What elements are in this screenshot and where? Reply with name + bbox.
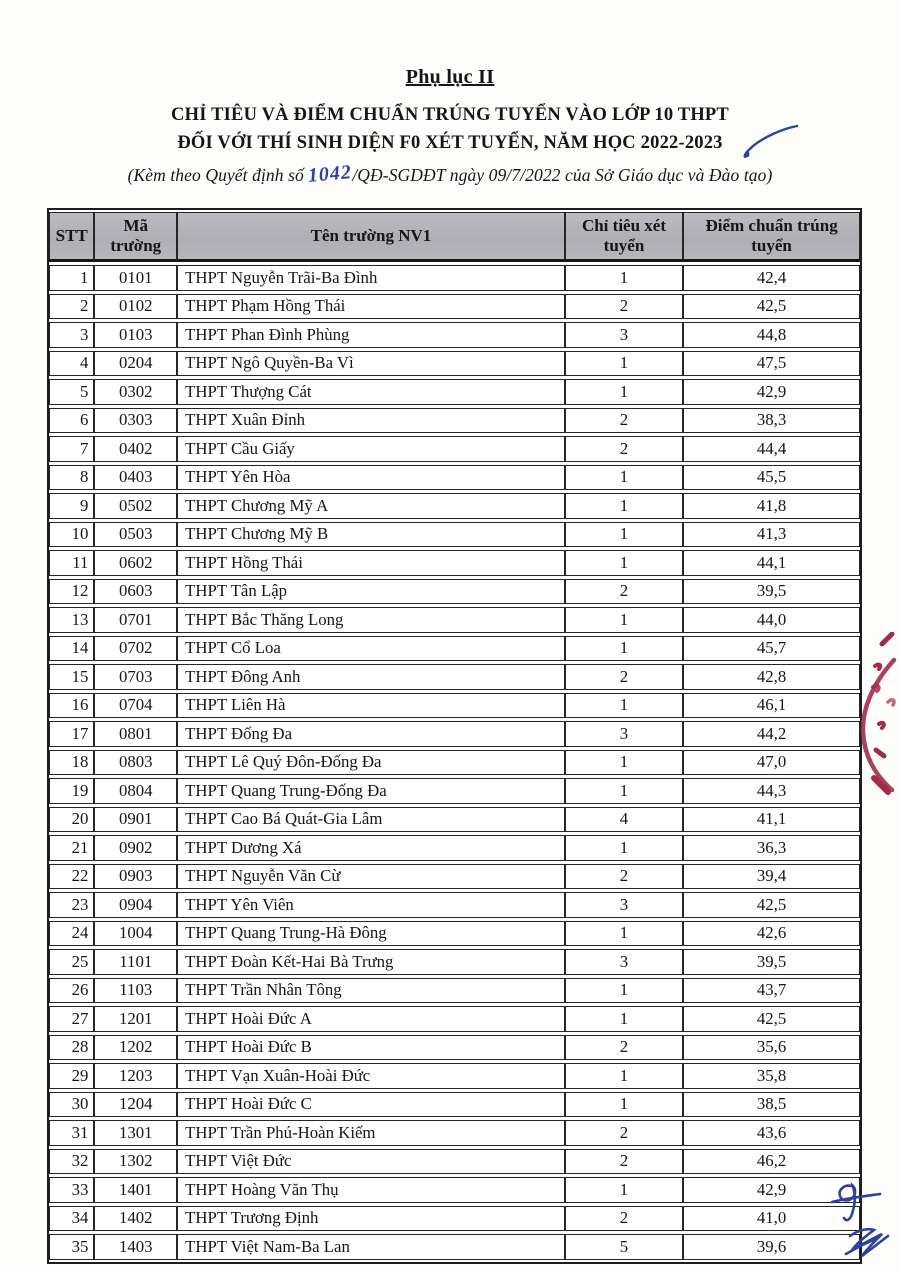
cell-score: 47,0: [683, 750, 860, 776]
cell-stt: 25: [49, 949, 94, 975]
cell-stt: 1: [49, 265, 94, 291]
cell-score: 43,7: [683, 978, 860, 1004]
cell-stt: 32: [49, 1149, 94, 1175]
header-school-name: Tên trường NV1: [177, 212, 565, 262]
cell-stt: 28: [49, 1035, 94, 1061]
cell-school-code: 1004: [94, 921, 177, 947]
cell-school-name: THPT Quang Trung-Đống Đa: [177, 778, 565, 804]
cell-stt: 15: [49, 664, 94, 690]
cell-school-code: 0103: [94, 322, 177, 348]
cell-school-name: THPT Trần Phú-Hoàn Kiếm: [177, 1120, 565, 1146]
cell-score: 42,5: [683, 294, 860, 320]
cell-quota: 2: [565, 664, 683, 690]
handwritten-decision-number: 1042: [307, 161, 354, 187]
cell-school-name: THPT Đống Đa: [177, 721, 565, 747]
cell-quota: 2: [565, 436, 683, 462]
header-school-code: Mã trường: [94, 212, 177, 262]
cell-stt: 33: [49, 1177, 94, 1203]
cell-stt: 7: [49, 436, 94, 462]
cell-school-name: THPT Lê Quý Đôn-Đống Đa: [177, 750, 565, 776]
table-row: [49, 693, 860, 719]
cell-quota: 1: [565, 1063, 683, 1089]
cell-score: 38,3: [683, 408, 860, 434]
cell-score: 44,2: [683, 721, 860, 747]
cell-score: 45,7: [683, 636, 860, 662]
cell-school-name: THPT Cao Bá Quát-Gia Lâm: [177, 807, 565, 833]
cell-stt: 14: [49, 636, 94, 662]
cell-quota: 1: [565, 465, 683, 491]
cell-score: 36,3: [683, 835, 860, 861]
cell-school-code: 1101: [94, 949, 177, 975]
table-row: [49, 322, 860, 348]
cell-stt: 22: [49, 864, 94, 890]
cell-quota: 1: [565, 1092, 683, 1118]
header-score: Điểm chuẩn trúng tuyển: [683, 212, 860, 262]
cell-quota: 1: [565, 607, 683, 633]
table-row: [49, 949, 860, 975]
cell-stt: 4: [49, 351, 94, 377]
cell-score: 35,6: [683, 1035, 860, 1061]
cell-score: 42,9: [683, 1177, 860, 1203]
cell-school-name: THPT Việt Đức: [177, 1149, 565, 1175]
table-body: [49, 265, 860, 1260]
table-row: [49, 721, 860, 747]
table-row: [49, 265, 860, 291]
cell-score: 44,1: [683, 550, 860, 576]
cell-school-name: THPT Chương Mỹ A: [177, 493, 565, 519]
cell-score: 42,5: [683, 1006, 860, 1032]
cell-quota: 2: [565, 579, 683, 605]
subtitle-prefix: (Kèm theo Quyết định số: [127, 165, 309, 185]
cell-score: 44,3: [683, 778, 860, 804]
cell-score: 44,8: [683, 322, 860, 348]
cell-stt: 34: [49, 1206, 94, 1232]
cell-score: 46,1: [683, 693, 860, 719]
cell-quota: 2: [565, 294, 683, 320]
cell-school-name: THPT Tân Lập: [177, 579, 565, 605]
cell-school-name: THPT Ngô Quyền-Ba Vì: [177, 351, 565, 377]
cell-school-name: THPT Vạn Xuân-Hoài Đức: [177, 1063, 565, 1089]
cell-school-code: 1301: [94, 1120, 177, 1146]
cell-quota: 1: [565, 550, 683, 576]
cell-school-name: THPT Nguyễn Trãi-Ba Đình: [177, 265, 565, 291]
header-row: [49, 212, 860, 262]
cell-stt: 18: [49, 750, 94, 776]
cell-school-code: 0804: [94, 778, 177, 804]
table-row: [49, 807, 860, 833]
cell-quota: 1: [565, 379, 683, 405]
document-subtitle: [0, 161, 900, 187]
cell-school-code: 0602: [94, 550, 177, 576]
cell-quota: 1: [565, 750, 683, 776]
cell-school-code: 0703: [94, 664, 177, 690]
header-stt: STT: [49, 212, 94, 262]
cell-stt: 31: [49, 1120, 94, 1146]
cell-stt: 13: [49, 607, 94, 633]
table-row: [49, 379, 860, 405]
cell-stt: 8: [49, 465, 94, 491]
cell-stt: 3: [49, 322, 94, 348]
cell-school-name: THPT Xuân Đỉnh: [177, 408, 565, 434]
cell-school-name: THPT Liên Hà: [177, 693, 565, 719]
document-title-line2: ĐỐI VỚI THÍ SINH DIỆN F0 XÉT TUYỂN, NĂM HỌC 2022-2023: [177, 133, 723, 153]
cell-quota: 1: [565, 835, 683, 861]
cell-score: 39,4: [683, 864, 860, 890]
cell-school-code: 0702: [94, 636, 177, 662]
cell-quota: 3: [565, 721, 683, 747]
cell-school-name: THPT Hoài Đức C: [177, 1092, 565, 1118]
cell-school-code: 0101: [94, 265, 177, 291]
cell-score: 42,5: [683, 892, 860, 918]
cell-school-code: 1201: [94, 1006, 177, 1032]
table-row: [49, 835, 860, 861]
cell-school-code: 0403: [94, 465, 177, 491]
handwritten-tick-icon: [740, 122, 802, 162]
cell-school-name: THPT Trương Định: [177, 1206, 565, 1232]
cell-school-name: THPT Cổ Loa: [177, 636, 565, 662]
admission-table-container: [47, 208, 862, 1264]
cell-school-name: THPT Cầu Giấy: [177, 436, 565, 462]
cell-quota: 4: [565, 807, 683, 833]
cell-school-code: 1203: [94, 1063, 177, 1089]
cell-school-name: THPT Nguyễn Văn Cừ: [177, 864, 565, 890]
cell-score: 43,6: [683, 1120, 860, 1146]
cell-score: 46,2: [683, 1149, 860, 1175]
cell-school-name: THPT Hoài Đức B: [177, 1035, 565, 1061]
cell-score: 45,5: [683, 465, 860, 491]
cell-school-code: 0204: [94, 351, 177, 377]
cell-school-name: THPT Phan Đình Phùng: [177, 322, 565, 348]
cell-school-code: 0903: [94, 864, 177, 890]
table-row: [49, 1234, 860, 1260]
cell-school-name: THPT Đoàn Kết-Hai Bà Trưng: [177, 949, 565, 975]
cell-score: 42,6: [683, 921, 860, 947]
table-row: [49, 1206, 860, 1232]
cell-school-code: 0102: [94, 294, 177, 320]
cell-school-code: 1401: [94, 1177, 177, 1203]
cell-school-code: 0902: [94, 835, 177, 861]
cell-stt: 5: [49, 379, 94, 405]
table-row: [49, 664, 860, 690]
cell-school-name: THPT Yên Viên: [177, 892, 565, 918]
cell-quota: 2: [565, 1149, 683, 1175]
cell-school-name: THPT Phạm Hồng Thái: [177, 294, 565, 320]
cell-stt: 21: [49, 835, 94, 861]
cell-score: 41,1: [683, 807, 860, 833]
cell-stt: 10: [49, 522, 94, 548]
cell-stt: 24: [49, 921, 94, 947]
cell-school-code: 1204: [94, 1092, 177, 1118]
cell-school-name: THPT Trần Nhân Tông: [177, 978, 565, 1004]
cell-stt: 23: [49, 892, 94, 918]
cell-school-name: THPT Chương Mỹ B: [177, 522, 565, 548]
table-row: [49, 436, 860, 462]
cell-school-code: 0803: [94, 750, 177, 776]
cell-quota: 2: [565, 1120, 683, 1146]
cell-quota: 1: [565, 778, 683, 804]
cell-stt: 6: [49, 408, 94, 434]
cell-quota: 1: [565, 693, 683, 719]
cell-stt: 17: [49, 721, 94, 747]
table-row: [49, 778, 860, 804]
document-title-line1: CHỈ TIÊU VÀ ĐIỂM CHUẨN TRÚNG TUYỂN VÀO LỚP 10 THPT: [171, 105, 729, 125]
table-row: [49, 1177, 860, 1203]
cell-school-code: 0303: [94, 408, 177, 434]
cell-school-code: 0402: [94, 436, 177, 462]
cell-quota: 1: [565, 265, 683, 291]
table-row: [49, 1035, 860, 1061]
cell-score: 39,6: [683, 1234, 860, 1260]
table-row: [49, 408, 860, 434]
cell-score: 47,5: [683, 351, 860, 377]
cell-school-code: 1402: [94, 1206, 177, 1232]
cell-school-name: THPT Quang Trung-Hà Đông: [177, 921, 565, 947]
cell-stt: 29: [49, 1063, 94, 1089]
cell-school-name: THPT Hoài Đức A: [177, 1006, 565, 1032]
cell-school-code: 0302: [94, 379, 177, 405]
cell-quota: 2: [565, 408, 683, 434]
cell-school-code: 1202: [94, 1035, 177, 1061]
cell-school-code: 0502: [94, 493, 177, 519]
cell-stt: 16: [49, 693, 94, 719]
cell-quota: 1: [565, 978, 683, 1004]
cell-quota: 1: [565, 1177, 683, 1203]
table-row: [49, 550, 860, 576]
cell-quota: 1: [565, 921, 683, 947]
table-row: [49, 892, 860, 918]
cell-school-code: 0701: [94, 607, 177, 633]
cell-school-code: 1103: [94, 978, 177, 1004]
cell-score: 41,0: [683, 1206, 860, 1232]
cell-school-code: 0801: [94, 721, 177, 747]
cell-quota: 5: [565, 1234, 683, 1260]
cell-school-code: 0603: [94, 579, 177, 605]
cell-score: 41,3: [683, 522, 860, 548]
cell-quota: 1: [565, 636, 683, 662]
cell-school-name: THPT Đông Anh: [177, 664, 565, 690]
appendix-title: Phụ lục II: [405, 66, 495, 88]
cell-score: 39,5: [683, 579, 860, 605]
cell-quota: 3: [565, 949, 683, 975]
table-row: [49, 1063, 860, 1089]
cell-school-code: 1403: [94, 1234, 177, 1260]
cell-stt: 9: [49, 493, 94, 519]
subtitle-suffix: /QĐ-SGDĐT ngày 09/7/2022 của Sở Giáo dục và Đào tạo): [352, 165, 773, 185]
cell-quota: 3: [565, 892, 683, 918]
cell-school-name: THPT Hồng Thái: [177, 550, 565, 576]
table-row: [49, 607, 860, 633]
cell-score: 42,4: [683, 265, 860, 291]
cell-score: 39,5: [683, 949, 860, 975]
table-row: [49, 864, 860, 890]
cell-score: 35,8: [683, 1063, 860, 1089]
cell-score: 38,5: [683, 1092, 860, 1118]
cell-stt: 26: [49, 978, 94, 1004]
cell-score: 41,8: [683, 493, 860, 519]
cell-school-name: THPT Việt Nam-Ba Lan: [177, 1234, 565, 1260]
cell-score: 44,0: [683, 607, 860, 633]
table-row: [49, 294, 860, 320]
table-row: [49, 522, 860, 548]
table-row: [49, 978, 860, 1004]
cell-quota: 2: [565, 1206, 683, 1232]
header-quota: Chỉ tiêu xét tuyển: [565, 212, 683, 262]
cell-quota: 2: [565, 1035, 683, 1061]
cell-school-code: 0901: [94, 807, 177, 833]
admission-table: [49, 209, 860, 1263]
table-row: [49, 1092, 860, 1118]
cell-school-name: THPT Yên Hòa: [177, 465, 565, 491]
cell-quota: 1: [565, 493, 683, 519]
table-row: [49, 1149, 860, 1175]
cell-school-name: THPT Thượng Cát: [177, 379, 565, 405]
cell-score: 42,8: [683, 664, 860, 690]
cell-quota: 1: [565, 351, 683, 377]
cell-school-name: THPT Bắc Thăng Long: [177, 607, 565, 633]
cell-stt: 35: [49, 1234, 94, 1260]
table-row: [49, 579, 860, 605]
cell-quota: 1: [565, 522, 683, 548]
cell-score: 42,9: [683, 379, 860, 405]
cell-stt: 30: [49, 1092, 94, 1118]
cell-quota: 3: [565, 322, 683, 348]
cell-score: 44,4: [683, 436, 860, 462]
cell-quota: 2: [565, 864, 683, 890]
cell-stt: 20: [49, 807, 94, 833]
table-row: [49, 465, 860, 491]
cell-stt: 11: [49, 550, 94, 576]
table-row: [49, 750, 860, 776]
cell-stt: 19: [49, 778, 94, 804]
cell-school-name: THPT Dương Xá: [177, 835, 565, 861]
table-row: [49, 1006, 860, 1032]
cell-quota: 1: [565, 1006, 683, 1032]
cell-school-code: 0503: [94, 522, 177, 548]
table-row: [49, 921, 860, 947]
cell-school-code: 1302: [94, 1149, 177, 1175]
cell-stt: 27: [49, 1006, 94, 1032]
cell-school-code: 0704: [94, 693, 177, 719]
table-header: [49, 212, 860, 262]
table-row: [49, 351, 860, 377]
cell-stt: 12: [49, 579, 94, 605]
table-row: [49, 493, 860, 519]
cell-school-code: 0904: [94, 892, 177, 918]
table-row: [49, 636, 860, 662]
table-row: [49, 1120, 860, 1146]
cell-stt: 2: [49, 294, 94, 320]
cell-school-name: THPT Hoàng Văn Thụ: [177, 1177, 565, 1203]
